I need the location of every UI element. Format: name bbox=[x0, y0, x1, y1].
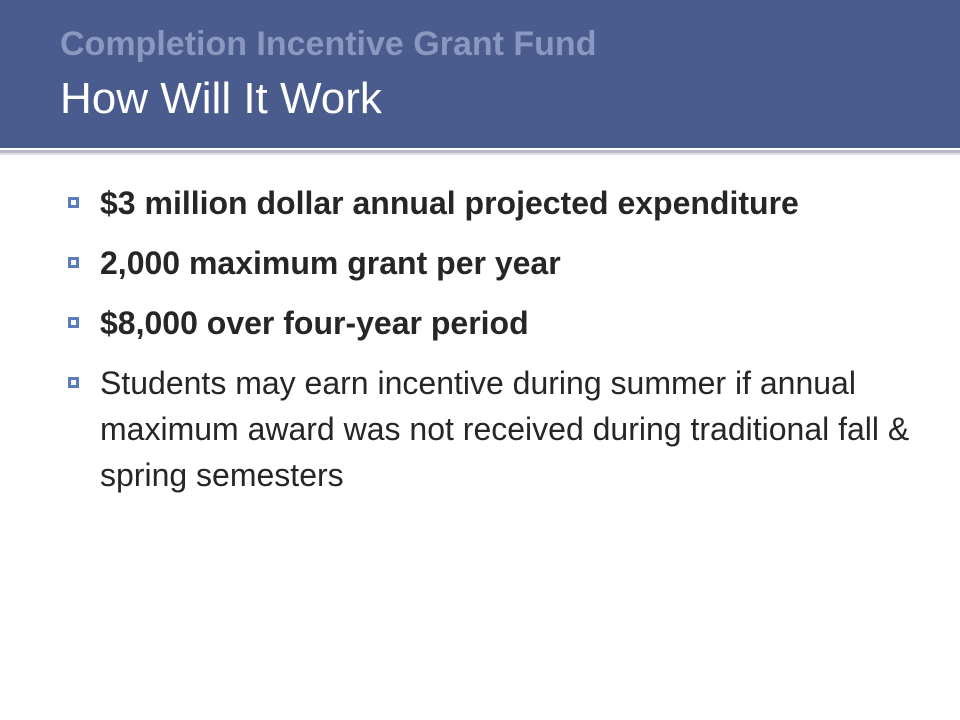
bullet-item bbox=[66, 240, 916, 286]
bullet-item bbox=[66, 180, 916, 226]
bullet-item bbox=[66, 360, 916, 498]
bullet-text: Students may earn incentive during summer if annual maximum award was not received during traditional fall & spring semesters bbox=[100, 365, 910, 493]
square-bullet-icon bbox=[68, 197, 79, 208]
square-bullet-icon bbox=[68, 257, 79, 268]
square-bullet-icon bbox=[68, 317, 79, 328]
square-bullet-icon bbox=[68, 377, 79, 388]
bullet-item bbox=[66, 300, 916, 346]
slide-subtitle: Completion Incentive Grant Fund bbox=[60, 25, 597, 63]
bullet-text: 2,000 maximum grant per year bbox=[100, 245, 561, 281]
slide-title: How Will It Work bbox=[60, 74, 382, 123]
bullet-list bbox=[66, 180, 916, 512]
bullet-text: $8,000 over four-year period bbox=[100, 305, 529, 341]
title-bar bbox=[0, 0, 960, 148]
bullet-text: $3 million dollar annual projected expenditure bbox=[100, 185, 799, 221]
header-divider-shadow bbox=[0, 153, 960, 155]
